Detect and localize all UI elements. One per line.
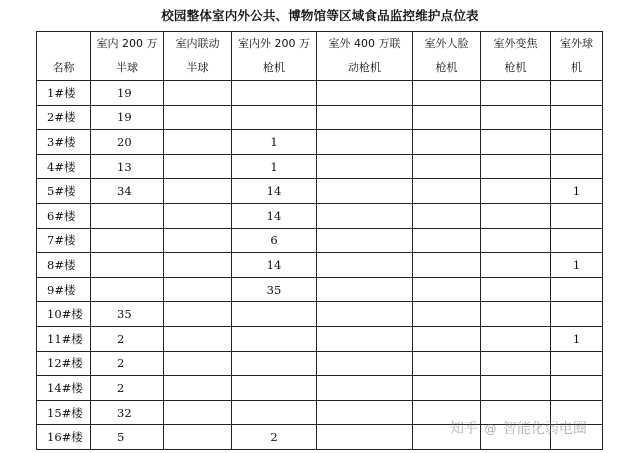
indoor-linkage-dome-cell <box>164 253 232 278</box>
table-row <box>37 302 603 327</box>
outdoor-speed-dome-cell: 1 <box>551 326 603 351</box>
building-name-cell: 16#楼 <box>37 425 91 450</box>
building-name-cell: 6#楼 <box>37 203 91 228</box>
building-name-cell: 15#楼 <box>37 400 91 425</box>
indoor-linkage-dome-cell <box>164 154 232 179</box>
indoor-linkage-dome-cell <box>164 203 232 228</box>
outdoor-face-bullet-cell <box>413 130 481 155</box>
header-indoor-outdoor-200w-bullet: 室内外 200 万 枪机 <box>232 32 317 81</box>
watermark <box>450 418 587 438</box>
outdoor-face-bullet-cell <box>413 81 481 106</box>
indoor-200w-dome-cell: 34 <box>91 179 164 204</box>
outdoor-zoom-bullet-cell <box>481 326 551 351</box>
outdoor-400w-linkage-bullet-cell <box>317 179 413 204</box>
outdoor-400w-linkage-bullet-cell <box>317 130 413 155</box>
outdoor-zoom-bullet-cell <box>481 228 551 253</box>
outdoor-speed-dome-cell <box>551 81 603 106</box>
building-name-cell: 12#楼 <box>37 351 91 376</box>
indoor-outdoor-200w-bullet-cell: 1 <box>232 154 317 179</box>
indoor-outdoor-200w-bullet-cell: 14 <box>232 179 317 204</box>
header-indoor-200w-dome: 室内 200 万 半球 <box>91 32 164 81</box>
table-row <box>37 130 603 155</box>
indoor-200w-dome-cell <box>91 253 164 278</box>
outdoor-400w-linkage-bullet-cell <box>317 277 413 302</box>
outdoor-zoom-bullet-cell <box>481 253 551 278</box>
watermark-site: 知乎 <box>450 421 478 437</box>
indoor-linkage-dome-cell <box>164 425 232 450</box>
building-name-cell: 7#楼 <box>37 228 91 253</box>
indoor-outdoor-200w-bullet-cell <box>232 105 317 130</box>
header-outdoor-400w-linkage-bullet: 室外 400 万联 动枪机 <box>317 32 413 81</box>
header-name: 名称 <box>37 32 91 81</box>
outdoor-speed-dome-cell <box>551 302 603 327</box>
indoor-linkage-dome-cell <box>164 130 232 155</box>
outdoor-zoom-bullet-cell <box>481 376 551 401</box>
outdoor-400w-linkage-bullet-cell <box>317 326 413 351</box>
table-row <box>37 277 603 302</box>
table-row <box>37 179 603 204</box>
indoor-outdoor-200w-bullet-cell: 2 <box>232 425 317 450</box>
indoor-outdoor-200w-bullet-cell: 14 <box>232 203 317 228</box>
outdoor-400w-linkage-bullet-cell <box>317 203 413 228</box>
outdoor-face-bullet-cell <box>413 277 481 302</box>
outdoor-face-bullet-cell <box>413 351 481 376</box>
outdoor-zoom-bullet-cell <box>481 130 551 155</box>
outdoor-speed-dome-cell: 1 <box>551 253 603 278</box>
indoor-outdoor-200w-bullet-cell: 14 <box>232 253 317 278</box>
indoor-200w-dome-cell: 2 <box>91 326 164 351</box>
indoor-200w-dome-cell: 19 <box>91 81 164 106</box>
indoor-200w-dome-cell <box>91 228 164 253</box>
table-row <box>37 228 603 253</box>
indoor-linkage-dome-cell <box>164 326 232 351</box>
indoor-linkage-dome-cell <box>164 179 232 204</box>
monitoring-points-table <box>36 31 603 450</box>
indoor-outdoor-200w-bullet-cell <box>232 81 317 106</box>
outdoor-speed-dome-cell <box>551 351 603 376</box>
outdoor-400w-linkage-bullet-cell <box>317 154 413 179</box>
indoor-200w-dome-cell: 13 <box>91 154 164 179</box>
outdoor-speed-dome-cell <box>551 277 603 302</box>
building-name-cell: 11#楼 <box>37 326 91 351</box>
indoor-200w-dome-cell: 32 <box>91 400 164 425</box>
outdoor-400w-linkage-bullet-cell <box>317 228 413 253</box>
indoor-200w-dome-cell: 2 <box>91 376 164 401</box>
header-outdoor-zoom-bullet: 室外变焦 枪机 <box>481 32 551 81</box>
outdoor-zoom-bullet-cell <box>481 203 551 228</box>
indoor-200w-dome-cell: 35 <box>91 302 164 327</box>
outdoor-zoom-bullet-cell <box>481 105 551 130</box>
table-row <box>37 81 603 106</box>
table-row <box>37 376 603 401</box>
outdoor-speed-dome-cell <box>551 203 603 228</box>
outdoor-face-bullet-cell <box>413 253 481 278</box>
indoor-linkage-dome-cell <box>164 81 232 106</box>
outdoor-face-bullet-cell <box>413 326 481 351</box>
outdoor-speed-dome-cell <box>551 105 603 130</box>
outdoor-zoom-bullet-cell <box>481 351 551 376</box>
table-row <box>37 326 603 351</box>
header-indoor-linkage-dome: 室内联动 半球 <box>164 32 232 81</box>
outdoor-400w-linkage-bullet-cell <box>317 253 413 278</box>
indoor-linkage-dome-cell <box>164 105 232 130</box>
indoor-linkage-dome-cell <box>164 351 232 376</box>
indoor-linkage-dome-cell <box>164 302 232 327</box>
indoor-200w-dome-cell: 20 <box>91 130 164 155</box>
outdoor-face-bullet-cell <box>413 179 481 204</box>
indoor-outdoor-200w-bullet-cell: 6 <box>232 228 317 253</box>
indoor-outdoor-200w-bullet-cell: 35 <box>232 277 317 302</box>
indoor-200w-dome-cell: 5 <box>91 425 164 450</box>
table-row <box>37 105 603 130</box>
indoor-outdoor-200w-bullet-cell: 1 <box>232 130 317 155</box>
outdoor-face-bullet-cell <box>413 105 481 130</box>
building-name-cell: 8#楼 <box>37 253 91 278</box>
outdoor-400w-linkage-bullet-cell <box>317 376 413 401</box>
table-row <box>37 351 603 376</box>
outdoor-speed-dome-cell: 1 <box>551 179 603 204</box>
outdoor-zoom-bullet-cell <box>481 154 551 179</box>
outdoor-zoom-bullet-cell <box>481 81 551 106</box>
indoor-outdoor-200w-bullet-cell <box>232 302 317 327</box>
building-name-cell: 10#楼 <box>37 302 91 327</box>
outdoor-400w-linkage-bullet-cell <box>317 302 413 327</box>
building-name-cell: 4#楼 <box>37 154 91 179</box>
indoor-linkage-dome-cell <box>164 277 232 302</box>
indoor-200w-dome-cell <box>91 203 164 228</box>
table-row <box>37 253 603 278</box>
outdoor-speed-dome-cell <box>551 228 603 253</box>
outdoor-400w-linkage-bullet-cell <box>317 81 413 106</box>
indoor-outdoor-200w-bullet-cell <box>232 326 317 351</box>
watermark-author: 智能化弱电圈 <box>502 421 587 437</box>
indoor-linkage-dome-cell <box>164 400 232 425</box>
table-row <box>37 154 603 179</box>
building-name-cell: 5#楼 <box>37 179 91 204</box>
indoor-outdoor-200w-bullet-cell <box>232 400 317 425</box>
building-name-cell: 1#楼 <box>37 81 91 106</box>
indoor-outdoor-200w-bullet-cell <box>232 351 317 376</box>
building-name-cell: 3#楼 <box>37 130 91 155</box>
outdoor-speed-dome-cell <box>551 130 603 155</box>
building-name-cell: 14#楼 <box>37 376 91 401</box>
outdoor-400w-linkage-bullet-cell <box>317 105 413 130</box>
table-body <box>37 81 603 450</box>
outdoor-zoom-bullet-cell <box>481 302 551 327</box>
table-header-row <box>37 32 603 81</box>
outdoor-face-bullet-cell <box>413 154 481 179</box>
document-title: 校园整体室内外公共、博物馆等区域食品监控维护点位表 <box>161 8 479 23</box>
header-outdoor-speed-dome: 室外球 机 <box>551 32 603 81</box>
indoor-200w-dome-cell: 2 <box>91 351 164 376</box>
header-outdoor-face-bullet: 室外人脸 枪机 <box>413 32 481 81</box>
outdoor-face-bullet-cell <box>413 302 481 327</box>
outdoor-face-bullet-cell <box>413 376 481 401</box>
outdoor-400w-linkage-bullet-cell <box>317 351 413 376</box>
building-name-cell: 2#楼 <box>37 105 91 130</box>
building-name-cell: 9#楼 <box>37 277 91 302</box>
watermark-at: @ <box>484 422 497 436</box>
indoor-outdoor-200w-bullet-cell <box>232 376 317 401</box>
outdoor-speed-dome-cell <box>551 376 603 401</box>
indoor-200w-dome-cell: 19 <box>91 105 164 130</box>
indoor-200w-dome-cell <box>91 277 164 302</box>
outdoor-zoom-bullet-cell <box>481 179 551 204</box>
outdoor-zoom-bullet-cell <box>481 277 551 302</box>
indoor-linkage-dome-cell <box>164 376 232 401</box>
outdoor-face-bullet-cell <box>413 203 481 228</box>
outdoor-face-bullet-cell <box>413 228 481 253</box>
outdoor-400w-linkage-bullet-cell <box>317 400 413 425</box>
outdoor-speed-dome-cell <box>551 154 603 179</box>
table-row <box>37 203 603 228</box>
outdoor-400w-linkage-bullet-cell <box>317 425 413 450</box>
indoor-linkage-dome-cell <box>164 228 232 253</box>
